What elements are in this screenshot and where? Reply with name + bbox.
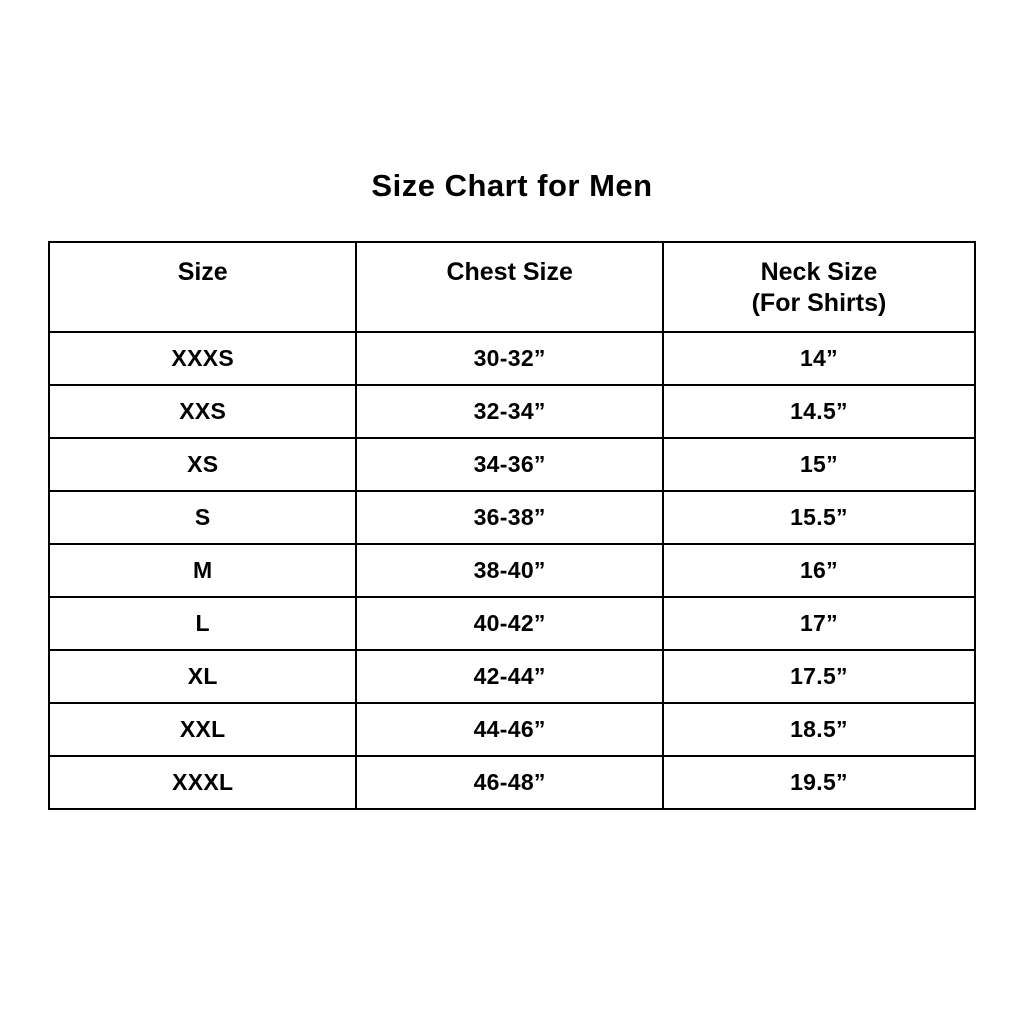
page-title: Size Chart for Men bbox=[371, 168, 653, 203]
chest-cell: 36-38” bbox=[356, 491, 663, 544]
column-header-size-label: Size bbox=[177, 258, 228, 286]
size-cell: XXS bbox=[49, 385, 356, 438]
size-cell: M bbox=[49, 544, 356, 597]
column-header-size bbox=[49, 242, 356, 332]
chest-cell: 40-42” bbox=[356, 597, 663, 650]
neck-cell: 15.5” bbox=[663, 491, 975, 544]
table-row bbox=[49, 650, 975, 703]
neck-cell: 18.5” bbox=[663, 703, 975, 756]
table-row bbox=[49, 491, 975, 544]
table-header-row bbox=[49, 242, 975, 332]
neck-cell: 16” bbox=[663, 544, 975, 597]
neck-cell: 14.5” bbox=[663, 385, 975, 438]
chest-cell: 42-44” bbox=[356, 650, 663, 703]
table-row bbox=[49, 438, 975, 491]
column-header-neck-size-line1: Neck Size bbox=[760, 258, 878, 286]
table-row bbox=[49, 544, 975, 597]
table-row bbox=[49, 597, 975, 650]
table-row bbox=[49, 756, 975, 809]
size-cell: S bbox=[49, 491, 356, 544]
chest-cell: 46-48” bbox=[356, 756, 663, 809]
neck-cell: 19.5” bbox=[663, 756, 975, 809]
table-row bbox=[49, 385, 975, 438]
neck-cell: 15” bbox=[663, 438, 975, 491]
size-cell: XS bbox=[49, 438, 356, 491]
column-header-neck-size bbox=[663, 242, 975, 332]
table-row bbox=[49, 332, 975, 385]
column-header-chest-size-label: Chest Size bbox=[446, 258, 573, 286]
size-cell: XL bbox=[49, 650, 356, 703]
chest-cell: 32-34” bbox=[356, 385, 663, 438]
size-cell: XXXS bbox=[49, 332, 356, 385]
neck-cell: 14” bbox=[663, 332, 975, 385]
size-chart-table bbox=[48, 241, 976, 810]
column-header-chest-size bbox=[356, 242, 663, 332]
size-cell: XXL bbox=[49, 703, 356, 756]
size-cell: L bbox=[49, 597, 356, 650]
chest-cell: 38-40” bbox=[356, 544, 663, 597]
chest-cell: 30-32” bbox=[356, 332, 663, 385]
chest-cell: 34-36” bbox=[356, 438, 663, 491]
size-cell: XXXL bbox=[49, 756, 356, 809]
neck-cell: 17.5” bbox=[663, 650, 975, 703]
table-row bbox=[49, 703, 975, 756]
neck-cell: 17” bbox=[663, 597, 975, 650]
column-header-neck-size-line2: (For Shirts) bbox=[751, 289, 887, 317]
chest-cell: 44-46” bbox=[356, 703, 663, 756]
